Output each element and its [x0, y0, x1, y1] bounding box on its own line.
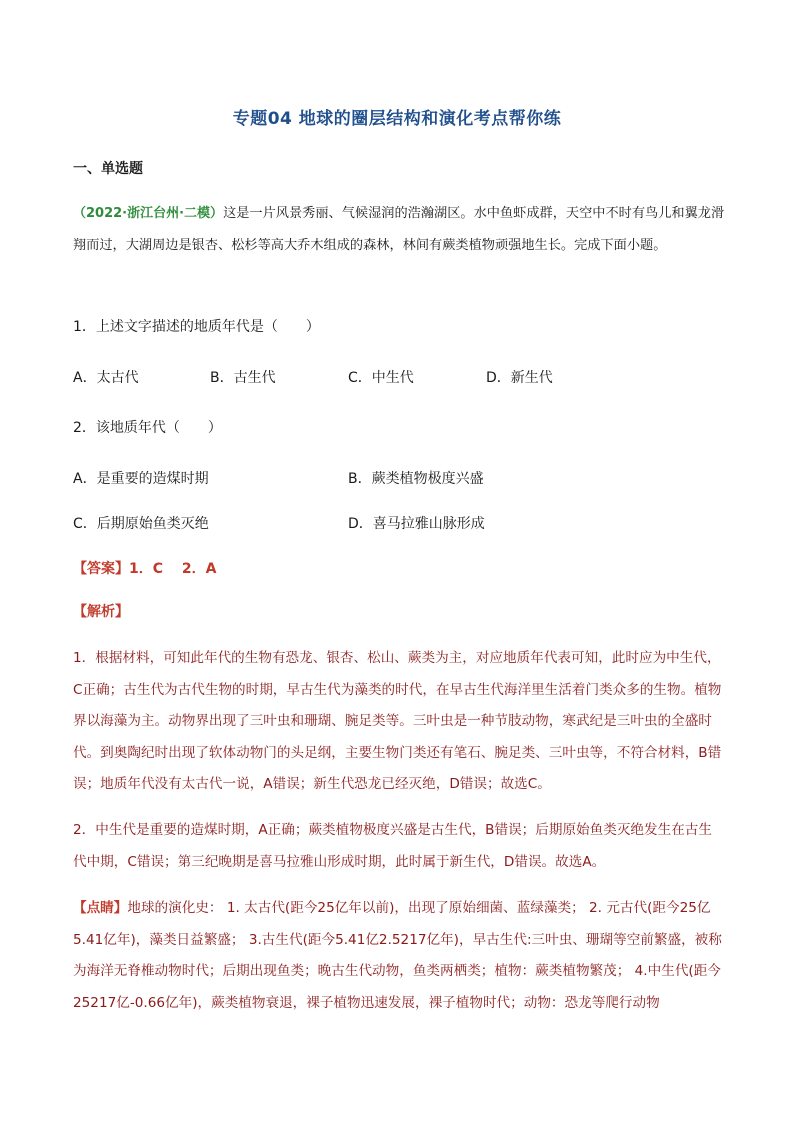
question-source: （2022·浙江台州·二模）: [73, 206, 224, 221]
q2-option-d: D．喜马拉雅山脉形成: [348, 516, 485, 532]
answer-label: 【答案】: [73, 561, 129, 577]
analysis-paragraph-2: 2．中生代是重要的造煤时期，A正确；蕨类植物极度兴盛是古生代，B错误；后期原始鱼类灭绝发生在古生代中期，C错误；第三纪晚期是喜马拉雅山形成时期，此时属于新生代，D错误。故选A。: [73, 822, 712, 870]
analysis-label: 【解析】: [73, 604, 129, 620]
q1-option-b: B．古生代: [210, 370, 276, 386]
q2-option-b: B．蕨类植物极度兴盛: [348, 471, 484, 487]
tip-text: 地球的演化史： 1. 太古代(距今25亿年以前)，出现了原始细菌、蓝绿藻类； 2. 元古代(距今25亿5.41亿年)，藻类日益繁盛； 3.古生代(距今5.41亿2.5217亿年)，早古生代:三叶虫、珊瑚等空前繁盛，被称为海洋无脊椎动物时代；后期出现鱼类；晚古生代动物，鱼类两栖类；植物：蕨类植物繁茂； 4.中生代(距今25217亿-0.66亿年)，蕨类植物衰退，裸子植物迅速发展，裸子植物时代；动物：恐龙等爬行动物: [73, 900, 722, 1011]
page-title: 专题04 地球的圈层结构和演化考点帮你练: [232, 109, 562, 129]
tip-label: 【点睛】: [73, 900, 128, 916]
question-1-stem: 1．上述文字描述的地质年代是（ ）: [73, 319, 320, 335]
tip-paragraph: [73, 893, 723, 1019]
analysis-paragraph-1: 1．根据材料，可知此年代的生物有恐龙、银杏、松山、蕨类为主，对应地质年代表可知，此时应为中生代，C正确；古生代为古代生物的时期，早古生代为藻类的时代，在早古生代海洋里生活着门类众多的生物。植物界以海藻为主。动物界出现了三叶虫和珊瑚、腕足类等。三叶虫是一种节肢动物，寒武纪是三叶虫的全盛时代。到奥陶纪时出现了软体动物门的头足纲，主要生物门类还有笔石、腕足类、三叶虫等，不符合材料，B错误；地质年代没有太古代一说，A错误；新生代恐龙已经灭绝，D错误；故选C。: [73, 650, 722, 792]
question-intro: [73, 198, 733, 262]
q2-option-c: C．后期原始鱼类灭绝: [73, 516, 209, 532]
q1-option-d: D．新生代: [486, 370, 553, 386]
q2-option-a: A．是重要的造煤时期: [73, 471, 209, 487]
answer-text: 1．C 2．A: [129, 561, 217, 577]
q1-option-a: A．太古代: [73, 370, 139, 386]
question-2-stem: 2．该地质年代（ ）: [73, 420, 222, 436]
intro-text: 这是一片风景秀丽、气候湿润的浩瀚湖区。水中鱼虾成群，天空中不时有鸟儿和翼龙滑翔而过，大湖周边是银杏、松杉等高大乔木组成的森林，林间有蕨类植物顽强地生长。完成下面小题。: [73, 206, 725, 253]
answer-line: [73, 558, 216, 578]
section-heading: 一、单选题: [73, 161, 143, 177]
q1-option-c: C．中生代: [348, 370, 414, 386]
